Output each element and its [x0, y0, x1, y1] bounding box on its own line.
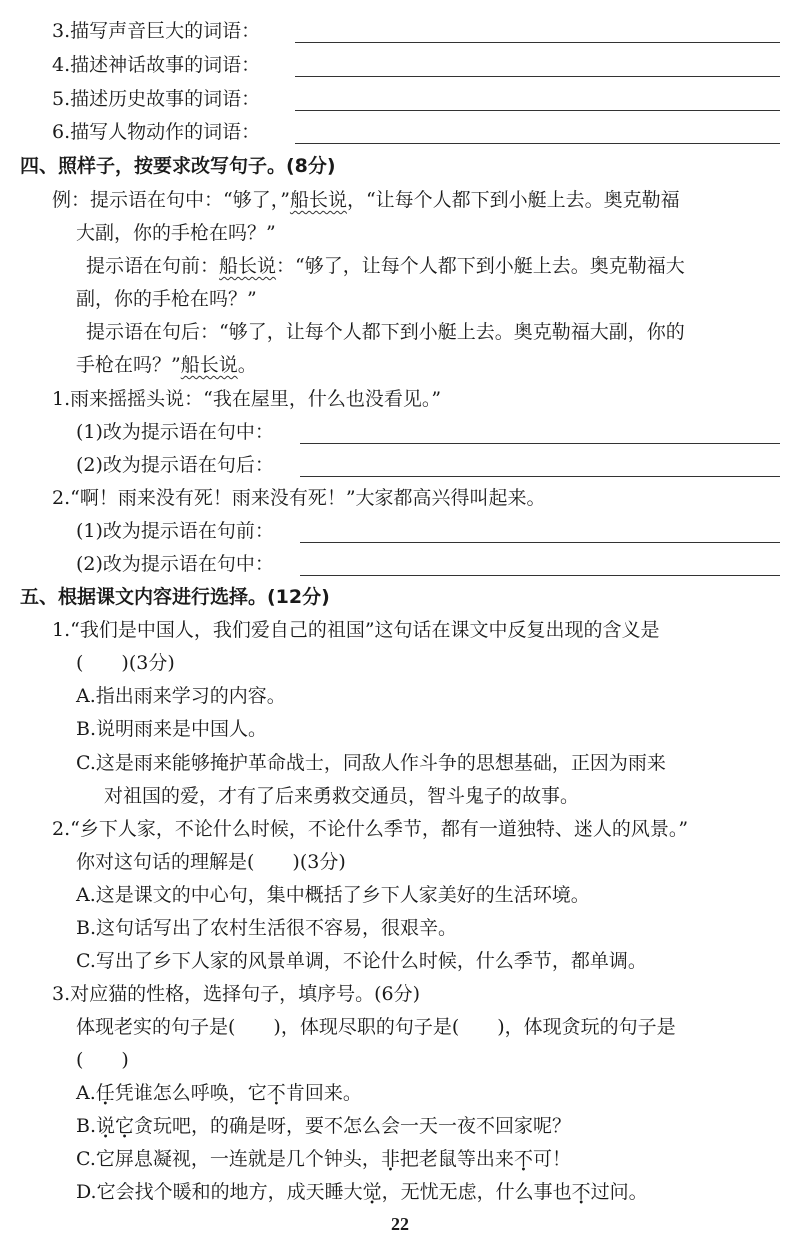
example-line: 手枪在吗？”船长说。	[76, 354, 257, 376]
option-a: A.这是课文的中心句，集中概括了乡下人家美好的生活环境。	[76, 884, 590, 906]
example-line: 提示语在句前：船长说：“够了，让每个人都下到小艇上去。奥克勒福大	[86, 255, 685, 277]
answer-line[interactable]	[300, 575, 780, 576]
emphasis-dot: 不	[513, 1148, 533, 1170]
example-line: 例：提示语在句中：“够了，”船长说，“让每个人都下到小艇上去。奥克勒福	[52, 189, 680, 211]
answer-line[interactable]	[300, 443, 780, 444]
answer-line[interactable]	[295, 110, 780, 111]
choice-question-3: 3.对应猫的性格，选择句子，填序号。(6分)	[52, 983, 421, 1005]
rewrite-question-1: 1.雨来摇摇头说：“我在屋里，什么也没看见。”	[52, 388, 442, 410]
question-6-action-words: 6.描写人物动作的词语：	[52, 121, 261, 143]
example-line: 副，你的手枪在吗？”	[76, 288, 257, 310]
speaker-tag: 船长说	[289, 189, 347, 211]
rewrite-prompt: (2)改为提示语在句后：	[76, 454, 274, 476]
emphasis-dot: 觉	[362, 1181, 382, 1203]
rewrite-prompt: (1)改为提示语在句中：	[76, 421, 274, 443]
choice-question-2: 2.“乡下人家，不论什么时候，不论什么季节，都有一道独特、迷人的风景。”	[52, 818, 689, 840]
question-5-history-words: 5.描述历史故事的词语：	[52, 88, 261, 110]
option-b: B.说明雨来是中国人。	[76, 718, 268, 740]
question-3-loud-sound-words: 3.描写声音巨大的词语：	[52, 20, 261, 42]
option-c-continued: 对祖国的爱，才有了后来勇救交通员，智斗鬼子的故事。	[104, 785, 580, 807]
answer-line[interactable]	[295, 76, 780, 77]
answer-brackets-line[interactable]: 体现老实的句子是( )，体现尽职的句子是( )，体现贪玩的句子是	[76, 1016, 676, 1038]
rewrite-prompt: (1)改为提示语在句前：	[76, 520, 274, 542]
option-d: D.它会找个暖和的地方，成天睡大觉，无忧无虑，什么事也不过问。	[76, 1181, 648, 1203]
choice-question-1: 1.“我们是中国人，我们爱自己的祖国”这句话在课文中反复出现的含义是	[52, 619, 660, 641]
emphasis-dot: 说	[96, 1115, 116, 1137]
answer-line[interactable]	[300, 476, 780, 477]
section-4-heading: 四、照样子，按要求改写句子。(8分)	[20, 155, 336, 177]
page-number: 22	[391, 1214, 409, 1234]
answer-line[interactable]	[295, 143, 780, 144]
question-4-myth-words: 4.描述神话故事的词语：	[52, 54, 261, 76]
speaker-tag: 船长说	[219, 255, 277, 277]
example-line: 大副，你的手枪在吗？”	[76, 222, 276, 244]
answer-line[interactable]	[300, 542, 780, 543]
option-c: C.它屏息凝视，一连就是几个钟头，非把老鼠等出来不可！	[76, 1148, 571, 1170]
rewrite-question-2: 2.“啊！雨来没有死！雨来没有死！”大家都高兴得叫起来。	[52, 487, 546, 509]
option-c: C.写出了乡下人家的风景单调，不论什么时候，什么季节，都单调。	[76, 950, 647, 972]
emphasis-dot: 任	[95, 1082, 115, 1104]
rewrite-prompt: (2)改为提示语在句中：	[76, 553, 274, 575]
example-line: 提示语在句后：“够了，让每个人都下到小艇上去。奥克勒福大副，你的	[86, 321, 685, 343]
option-b: B.说它贪玩吧，的确是呀，要不怎么会一天一夜不回家呢？	[76, 1115, 572, 1137]
answer-bracket[interactable]: ( )(3分)	[76, 652, 175, 674]
emphasis-dot: 不	[266, 1082, 286, 1104]
speaker-tag: 船长说	[180, 354, 238, 376]
section-5-heading: 五、根据课文内容进行选择。(12分)	[20, 586, 330, 608]
option-a: A.指出雨来学习的内容。	[76, 685, 286, 707]
answer-bracket[interactable]: ( )	[76, 1049, 129, 1071]
option-c: C.这是雨来能够掩护革命战士，同敌人作斗争的思想基础，正因为雨来	[76, 752, 666, 774]
answer-line[interactable]	[295, 42, 780, 43]
emphasis-dot: 非	[380, 1148, 400, 1170]
emphasis-dot: 不	[571, 1181, 591, 1203]
emphasis-dot: 它	[115, 1115, 135, 1137]
option-a: A.任凭谁怎么呼唤，它不肯回来。	[76, 1082, 362, 1104]
option-b: B.这句话写出了农村生活很不容易，很艰辛。	[76, 917, 458, 939]
answer-bracket[interactable]: 你对这句话的理解是( )(3分)	[76, 851, 346, 873]
